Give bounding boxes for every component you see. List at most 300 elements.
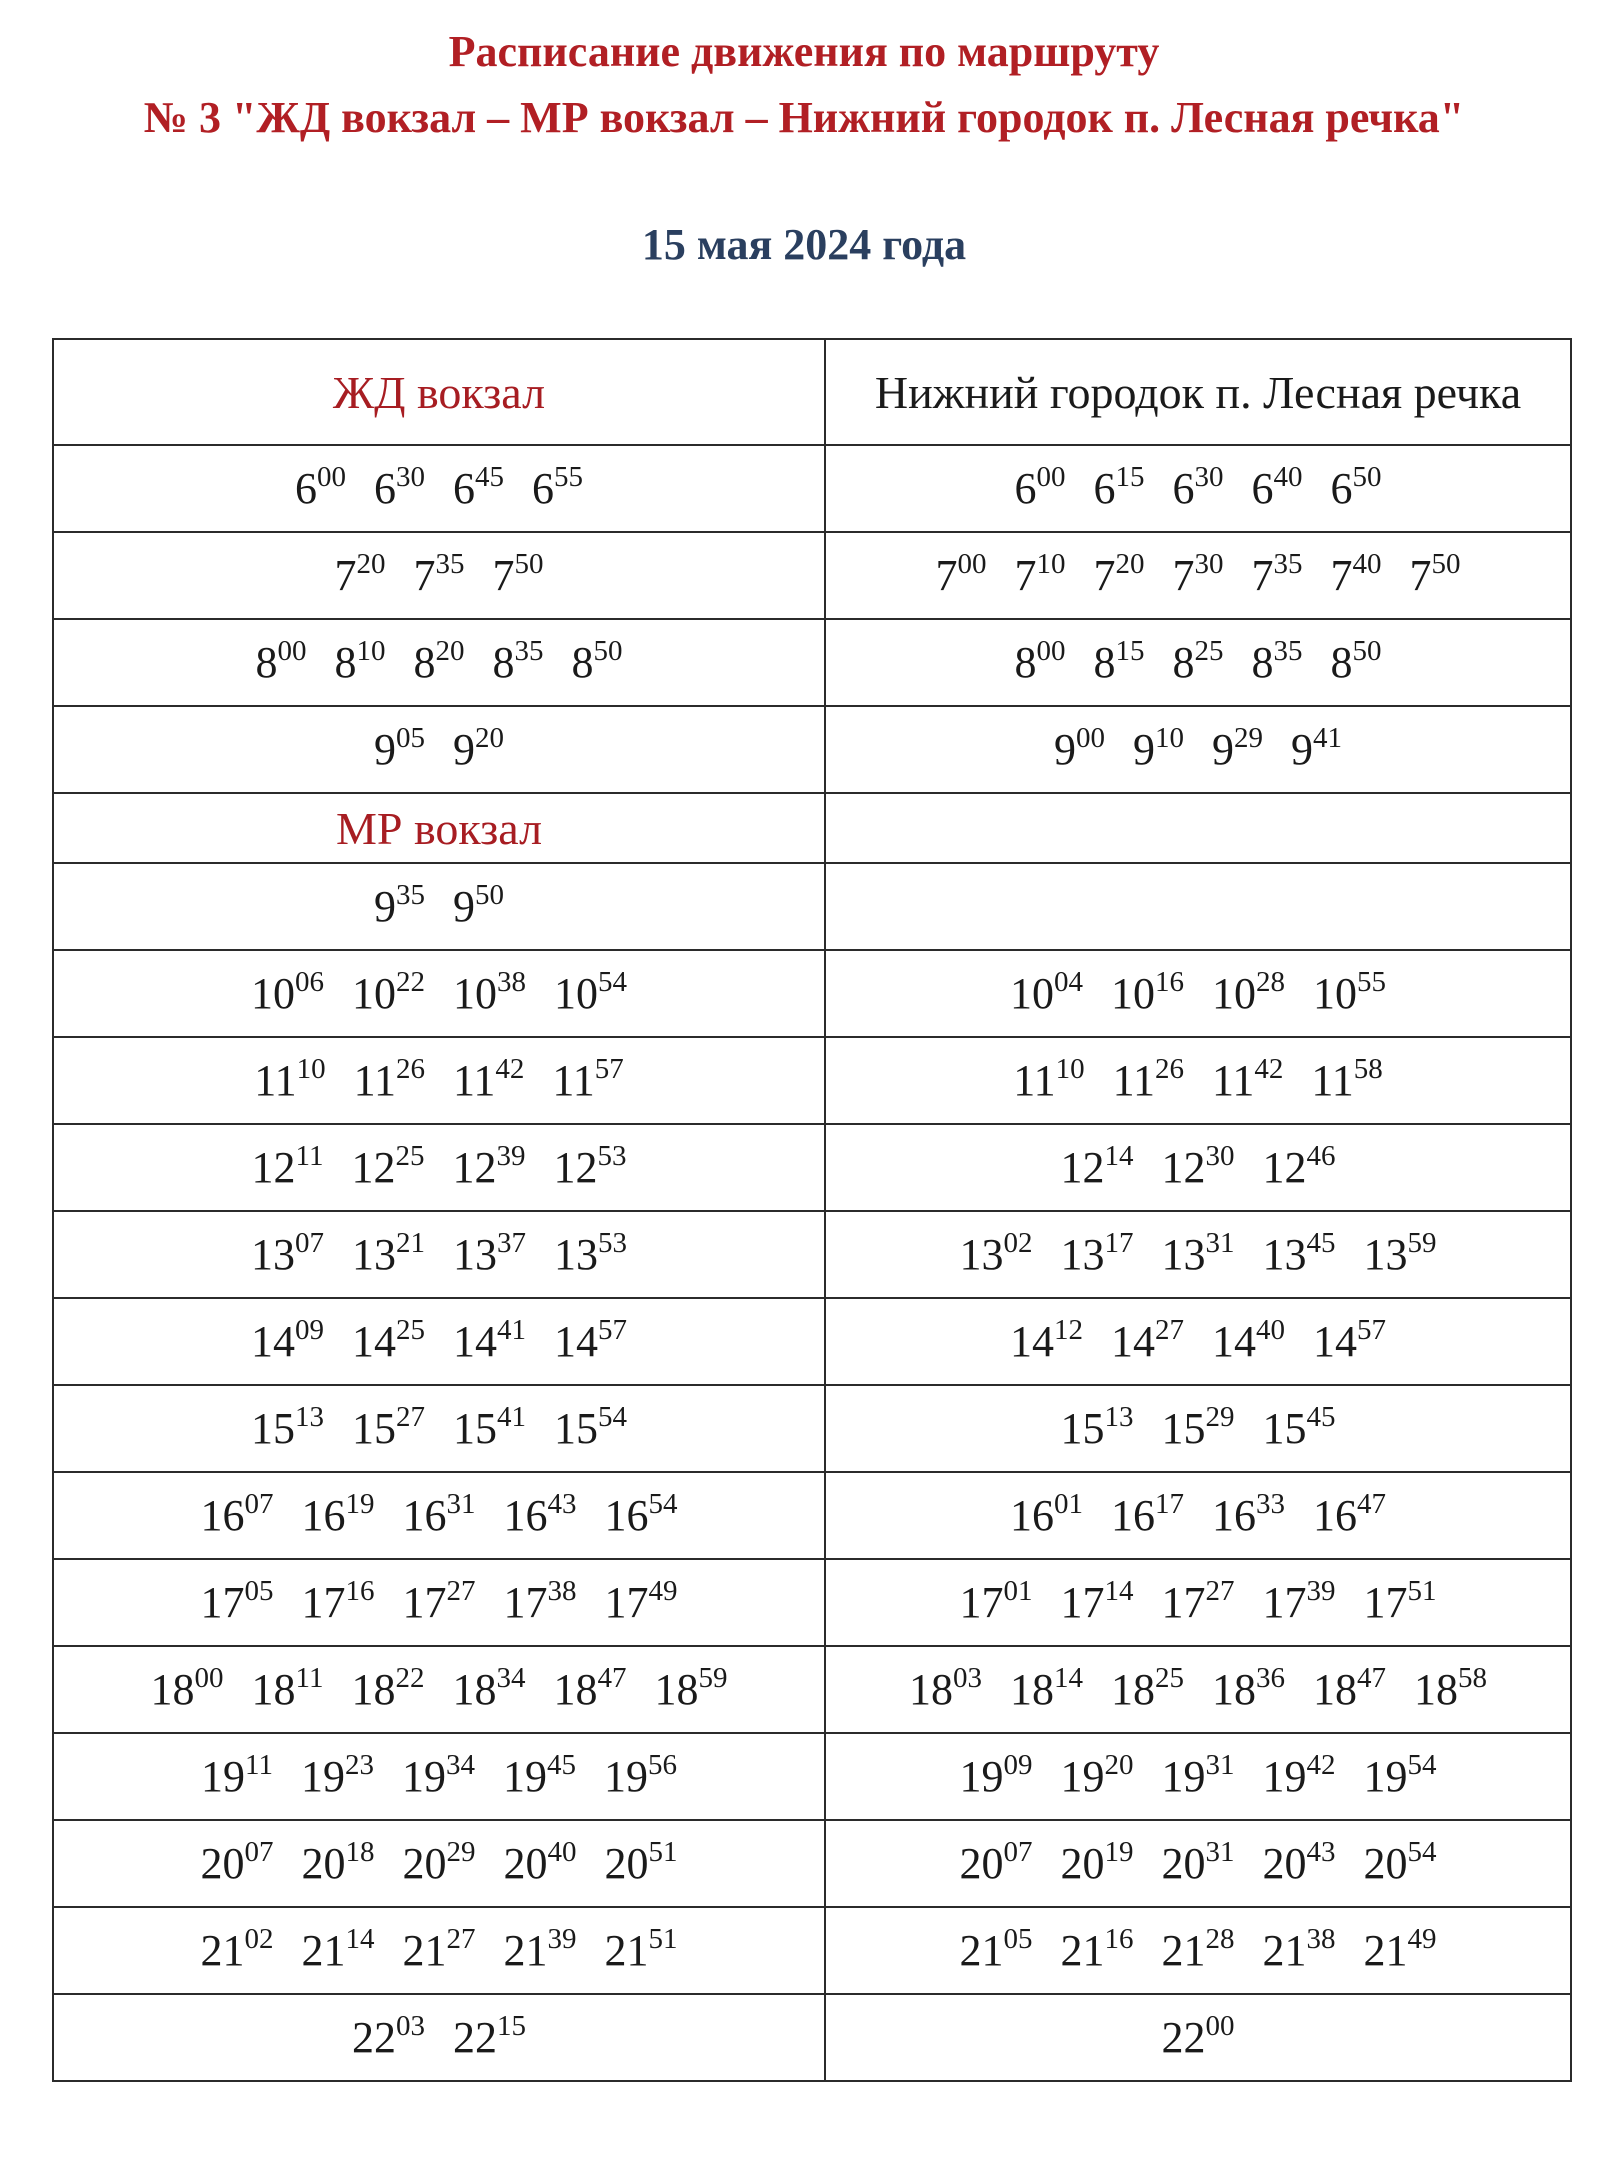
time-minutes: 16 <box>1155 966 1184 998</box>
time-minutes: 31 <box>1205 1227 1235 1259</box>
time-hour: 8 <box>1330 638 1353 687</box>
times-cell-left <box>53 1472 825 1559</box>
times-cell-left <box>53 1037 825 1124</box>
time-minutes: 07 <box>244 1836 274 1868</box>
time-minutes: 14 <box>345 1923 375 1955</box>
time-hour: 19 <box>201 1752 246 1801</box>
time-hour: 12 <box>452 1143 497 1192</box>
departure-time <box>403 1925 476 1976</box>
time-hour: 13 <box>1060 1230 1105 1279</box>
times-cell-right <box>825 1907 1571 1994</box>
time-minutes: 19 <box>1104 1836 1134 1868</box>
time-minutes: 35 <box>435 548 465 580</box>
time-minutes: 56 <box>647 1749 677 1781</box>
time-minutes: 30 <box>1194 548 1224 580</box>
time-hour: 8 <box>1251 638 1274 687</box>
times-cell-left <box>53 1994 825 2081</box>
departure-time <box>572 637 623 688</box>
time-hour: 14 <box>554 1317 598 1366</box>
time-hour: 14 <box>1010 1317 1054 1366</box>
time-hour: 21 <box>503 1926 548 1975</box>
departure-time <box>1010 1316 1083 1367</box>
time-hour: 10 <box>453 969 497 1018</box>
time-minutes: 00 <box>317 461 346 493</box>
departure-time <box>504 1490 577 1541</box>
time-minutes: 59 <box>1407 1227 1437 1259</box>
subheader-cell-right <box>825 793 1571 863</box>
departure-time <box>352 2012 425 2063</box>
departure-time <box>1311 1055 1382 1106</box>
time-hour: 13 <box>554 1230 598 1279</box>
time-hour: 10 <box>1010 969 1054 1018</box>
departure-time <box>605 1490 678 1541</box>
departure-time <box>351 1664 424 1715</box>
time-minutes: 50 <box>514 548 544 580</box>
time-hour: 18 <box>351 1665 396 1714</box>
time-minutes: 02 <box>1003 1227 1033 1259</box>
time-minutes: 00 <box>957 548 987 580</box>
departure-time <box>352 968 425 1019</box>
time-hour: 10 <box>352 969 396 1018</box>
time-hour: 7 <box>1014 551 1037 600</box>
departure-time <box>1013 1055 1084 1106</box>
schedule-table-body <box>53 339 1571 2081</box>
time-minutes: 13 <box>1104 1401 1134 1433</box>
departure-time <box>1173 637 1224 688</box>
departure-time <box>1252 463 1303 514</box>
time-minutes: 17 <box>1155 1488 1184 1520</box>
time-hour: 7 <box>1251 551 1274 600</box>
departure-time <box>605 1838 678 1889</box>
time-minutes: 11 <box>295 1662 324 1694</box>
time-hour: 8 <box>1093 638 1116 687</box>
departure-time <box>403 1838 476 1889</box>
time-hour: 17 <box>1262 1578 1307 1627</box>
time-hour: 17 <box>503 1578 548 1627</box>
departure-time <box>453 1229 526 1280</box>
time-hour: 13 <box>1262 1230 1307 1279</box>
departure-time <box>1162 1838 1235 1889</box>
time-minutes: 30 <box>1194 461 1224 493</box>
time-hour: 9 <box>374 725 396 774</box>
time-hour: 17 <box>402 1578 447 1627</box>
times-cell-right <box>825 706 1571 793</box>
time-minutes: 29 <box>446 1836 476 1868</box>
time-hour: 21 <box>959 1926 1004 1975</box>
time-hour: 6 <box>1330 464 1353 513</box>
departure-time <box>605 1577 678 1628</box>
time-hour: 18 <box>654 1665 699 1714</box>
time-minutes: 15 <box>1115 461 1145 493</box>
departure-time <box>335 550 386 601</box>
departure-time <box>201 1838 274 1889</box>
time-minutes: 10 <box>1055 1053 1085 1085</box>
departure-time <box>1061 1577 1134 1628</box>
time-minutes: 03 <box>953 1662 982 1694</box>
departure-time <box>1162 2012 1235 2063</box>
time-minutes: 27 <box>446 1923 476 1955</box>
time-minutes: 30 <box>396 461 425 493</box>
time-minutes: 10 <box>296 1053 326 1085</box>
departure-time <box>504 1577 577 1628</box>
time-minutes: 23 <box>344 1749 374 1781</box>
departure-time <box>1364 1577 1437 1628</box>
departure-time <box>1212 1316 1285 1367</box>
time-hour: 15 <box>1161 1404 1206 1453</box>
time-minutes: 11 <box>295 1140 324 1172</box>
time-hour: 7 <box>334 551 357 600</box>
time-hour: 21 <box>402 1926 447 1975</box>
time-minutes: 40 <box>547 1836 577 1868</box>
time-hour: 9 <box>374 882 396 931</box>
time-minutes: 57 <box>594 1053 624 1085</box>
time-hour: 16 <box>1010 1491 1054 1540</box>
time-minutes: 09 <box>295 1314 324 1346</box>
time-minutes: 54 <box>1407 1836 1437 1868</box>
time-minutes: 16 <box>1104 1923 1134 1955</box>
time-minutes: 35 <box>1273 548 1303 580</box>
departure-time <box>936 550 987 601</box>
time-hour: 19 <box>1363 1752 1408 1801</box>
table-row <box>53 532 1571 619</box>
time-minutes: 14 <box>1104 1140 1134 1172</box>
time-hour: 20 <box>402 1839 447 1888</box>
time-minutes: 45 <box>475 461 504 493</box>
time-hour: 15 <box>352 1404 396 1453</box>
departure-time <box>374 463 425 514</box>
departure-time <box>201 1577 274 1628</box>
departure-time <box>201 1751 273 1802</box>
time-hour: 6 <box>1251 464 1274 513</box>
times-cell-left <box>53 1559 825 1646</box>
time-hour: 8 <box>334 638 357 687</box>
departure-time <box>552 1055 623 1106</box>
time-hour: 18 <box>1313 1665 1357 1714</box>
time-hour: 7 <box>1093 551 1116 600</box>
times-cell-left <box>53 619 825 706</box>
departure-time <box>1364 1838 1437 1889</box>
time-minutes: 28 <box>1256 966 1285 998</box>
times-cell-right <box>825 1385 1571 1472</box>
time-hour: 15 <box>554 1404 598 1453</box>
time-hour: 22 <box>352 2013 396 2062</box>
times-cell-right <box>825 1298 1571 1385</box>
departure-time <box>1061 1751 1134 1802</box>
departure-time <box>251 1229 324 1280</box>
table-row <box>53 1472 1571 1559</box>
departure-time <box>352 1403 425 1454</box>
time-minutes: 06 <box>295 966 324 998</box>
time-hour: 8 <box>413 638 436 687</box>
departure-time <box>1015 463 1066 514</box>
time-hour: 20 <box>200 1839 245 1888</box>
time-hour: 7 <box>492 551 515 600</box>
time-minutes: 30 <box>1205 1140 1235 1172</box>
departure-time <box>1331 637 1382 688</box>
departure-time <box>1061 1142 1134 1193</box>
departure-time <box>1054 724 1105 775</box>
departure-time <box>302 1925 375 1976</box>
time-minutes: 31 <box>446 1488 476 1520</box>
time-hour: 10 <box>1111 969 1155 1018</box>
departure-time <box>1111 1490 1184 1541</box>
departure-time <box>453 881 504 932</box>
time-hour: 21 <box>604 1926 649 1975</box>
time-hour: 12 <box>553 1143 598 1192</box>
time-hour: 11 <box>1212 1056 1255 1105</box>
departure-time <box>1162 1577 1235 1628</box>
time-hour: 7 <box>1172 551 1195 600</box>
departure-time <box>452 1142 525 1193</box>
time-minutes: 55 <box>1357 966 1386 998</box>
column-header-left <box>53 339 825 445</box>
time-minutes: 51 <box>648 1923 678 1955</box>
time-hour: 6 <box>453 464 475 513</box>
subheader-cell-left <box>53 793 825 863</box>
departure-time <box>1010 968 1083 1019</box>
time-minutes: 19 <box>345 1488 375 1520</box>
times-cell-right <box>825 1994 1571 2081</box>
times-cell-left <box>53 950 825 1037</box>
departure-time <box>302 1838 375 1889</box>
departure-time <box>1313 1316 1386 1367</box>
time-hour: 10 <box>251 969 295 1018</box>
departure-time <box>503 1751 576 1802</box>
time-minutes: 27 <box>1155 1314 1184 1346</box>
time-hour: 20 <box>503 1839 548 1888</box>
time-hour: 8 <box>492 638 515 687</box>
time-hour: 7 <box>413 551 436 600</box>
time-hour: 19 <box>603 1752 648 1801</box>
time-hour: 22 <box>1161 2013 1206 2062</box>
table-row <box>53 863 1571 950</box>
departure-time <box>1364 1229 1437 1280</box>
table-row <box>53 1907 1571 1994</box>
time-hour: 9 <box>1054 725 1076 774</box>
time-hour: 15 <box>251 1404 295 1453</box>
times-cell-left <box>53 1211 825 1298</box>
time-hour: 11 <box>1112 1056 1155 1105</box>
time-hour: 12 <box>1262 1143 1307 1192</box>
time-minutes: 25 <box>1194 635 1224 667</box>
times-cell-right <box>825 863 1571 950</box>
time-minutes: 02 <box>244 1923 274 1955</box>
time-minutes: 20 <box>1115 548 1145 580</box>
time-hour: 18 <box>1414 1665 1458 1714</box>
times-cell-left <box>53 1124 825 1211</box>
time-hour: 9 <box>1291 725 1313 774</box>
time-minutes: 00 <box>1036 635 1066 667</box>
time-minutes: 38 <box>497 966 526 998</box>
time-minutes: 57 <box>1357 1314 1386 1346</box>
departure-time <box>1111 1664 1184 1715</box>
departure-time <box>302 1577 375 1628</box>
time-hour: 18 <box>553 1665 598 1714</box>
time-hour: 18 <box>452 1665 497 1714</box>
time-minutes: 41 <box>497 1401 526 1433</box>
time-hour: 22 <box>453 2013 497 2062</box>
time-minutes: 45 <box>546 1749 576 1781</box>
time-hour: 6 <box>295 464 317 513</box>
time-hour: 21 <box>1060 1926 1105 1975</box>
time-hour: 16 <box>1111 1491 1155 1540</box>
time-minutes: 47 <box>597 1662 627 1694</box>
time-hour: 17 <box>200 1578 245 1627</box>
departure-time <box>605 1925 678 1976</box>
time-minutes: 20 <box>356 548 386 580</box>
time-hour: 6 <box>1172 464 1195 513</box>
time-minutes: 39 <box>1306 1575 1336 1607</box>
times-cell-right <box>825 532 1571 619</box>
time-hour: 9 <box>453 725 475 774</box>
departure-time <box>960 1838 1033 1889</box>
time-hour: 17 <box>959 1578 1004 1627</box>
time-hour: 15 <box>1262 1404 1307 1453</box>
time-minutes: 41 <box>1313 722 1342 754</box>
table-row <box>53 1037 1571 1124</box>
route-name: № 3 "ЖД вокзал – МР вокзал – Нижний городок п. Лесная речка" <box>143 93 1465 142</box>
time-minutes: 42 <box>1254 1053 1284 1085</box>
departure-time <box>335 637 386 688</box>
times-cell-right <box>825 619 1571 706</box>
time-minutes: 53 <box>597 1140 627 1172</box>
times-cell-right <box>825 950 1571 1037</box>
table-row <box>53 1646 1571 1733</box>
time-hour: 13 <box>453 1230 497 1279</box>
departure-time <box>414 637 465 688</box>
time-minutes: 05 <box>396 722 425 754</box>
time-minutes: 07 <box>1003 1836 1033 1868</box>
times-cell-right <box>825 445 1571 532</box>
departure-time <box>504 1838 577 1889</box>
departure-time <box>493 637 544 688</box>
departure-time <box>1061 1838 1134 1889</box>
time-hour: 14 <box>251 1317 295 1366</box>
time-minutes: 04 <box>1054 966 1083 998</box>
table-row <box>53 1385 1571 1472</box>
time-hour: 21 <box>1262 1926 1307 1975</box>
departure-time <box>251 1403 324 1454</box>
time-minutes: 50 <box>1431 548 1461 580</box>
time-minutes: 38 <box>1306 1923 1336 1955</box>
time-minutes: 27 <box>1205 1575 1235 1607</box>
time-minutes: 10 <box>1155 722 1184 754</box>
departure-time <box>254 1055 325 1106</box>
departure-time <box>1263 1142 1336 1193</box>
time-hour: 13 <box>959 1230 1004 1279</box>
time-hour: 13 <box>1363 1230 1408 1279</box>
time-minutes: 00 <box>277 635 307 667</box>
time-minutes: 20 <box>1104 1749 1134 1781</box>
departure-time <box>351 1142 424 1193</box>
time-hour: 11 <box>1311 1056 1354 1105</box>
departure-time <box>960 1925 1033 1976</box>
departure-time <box>1252 637 1303 688</box>
time-hour: 6 <box>374 464 396 513</box>
time-hour: 12 <box>251 1143 296 1192</box>
time-minutes: 05 <box>244 1575 274 1607</box>
table-row <box>53 950 1571 1037</box>
time-hour: 20 <box>604 1839 649 1888</box>
departure-time <box>553 1664 626 1715</box>
times-cell-right <box>825 1733 1571 1820</box>
time-minutes: 43 <box>1306 1836 1336 1868</box>
time-minutes: 00 <box>1205 2010 1235 2042</box>
time-hour: 17 <box>1363 1578 1408 1627</box>
time-minutes: 42 <box>495 1053 525 1085</box>
departure-time <box>251 968 324 1019</box>
departure-time <box>1212 968 1285 1019</box>
times-cell-left <box>53 532 825 619</box>
time-minutes: 20 <box>435 635 465 667</box>
column-header-right <box>825 339 1571 445</box>
time-minutes: 15 <box>497 2010 526 2042</box>
departure-time <box>554 968 627 1019</box>
time-minutes: 10 <box>1036 548 1066 580</box>
time-hour: 11 <box>1013 1056 1056 1105</box>
time-minutes: 21 <box>396 1227 425 1259</box>
table-row <box>53 1820 1571 1907</box>
time-hour: 14 <box>1111 1317 1155 1366</box>
time-minutes: 47 <box>1357 1662 1386 1694</box>
times-cell-left <box>53 1646 825 1733</box>
times-cell-left <box>53 1385 825 1472</box>
time-minutes: 39 <box>496 1140 526 1172</box>
times-cell-right <box>825 1037 1571 1124</box>
time-hour: 10 <box>1313 969 1357 1018</box>
time-hour: 8 <box>571 638 594 687</box>
departure-time <box>1094 550 1145 601</box>
departure-time <box>251 1316 324 1367</box>
time-minutes: 01 <box>1054 1488 1083 1520</box>
table-row <box>53 706 1571 793</box>
time-minutes: 55 <box>554 461 583 493</box>
departure-time <box>295 463 346 514</box>
time-hour: 20 <box>301 1839 346 1888</box>
time-minutes: 00 <box>1076 722 1105 754</box>
time-hour: 6 <box>1014 464 1037 513</box>
departure-time <box>960 1229 1033 1280</box>
time-minutes: 50 <box>1352 461 1382 493</box>
time-minutes: 12 <box>1054 1314 1083 1346</box>
time-minutes: 07 <box>295 1227 324 1259</box>
time-hour: 8 <box>255 638 278 687</box>
departure-time <box>1010 1490 1083 1541</box>
time-hour: 13 <box>352 1230 396 1279</box>
time-hour: 17 <box>604 1578 649 1627</box>
departure-time <box>960 1577 1033 1628</box>
departure-time <box>1263 1751 1336 1802</box>
departure-time <box>1212 1664 1285 1715</box>
time-hour: 15 <box>453 1404 497 1453</box>
time-minutes: 47 <box>1357 1488 1386 1520</box>
departure-time <box>1162 1751 1235 1802</box>
times-cell-right <box>825 1646 1571 1733</box>
time-hour: 19 <box>1262 1752 1307 1801</box>
departure-time <box>1263 1838 1336 1889</box>
time-hour: 19 <box>300 1752 345 1801</box>
departure-time <box>1162 1142 1235 1193</box>
time-minutes: 49 <box>648 1575 678 1607</box>
departure-time <box>403 1490 476 1541</box>
time-minutes: 46 <box>1306 1140 1336 1172</box>
departure-time <box>1364 1751 1437 1802</box>
time-minutes: 51 <box>1407 1575 1437 1607</box>
departure-time <box>453 1055 524 1106</box>
departure-time <box>1162 1925 1235 1976</box>
time-minutes: 29 <box>1205 1401 1235 1433</box>
time-minutes: 50 <box>593 635 623 667</box>
